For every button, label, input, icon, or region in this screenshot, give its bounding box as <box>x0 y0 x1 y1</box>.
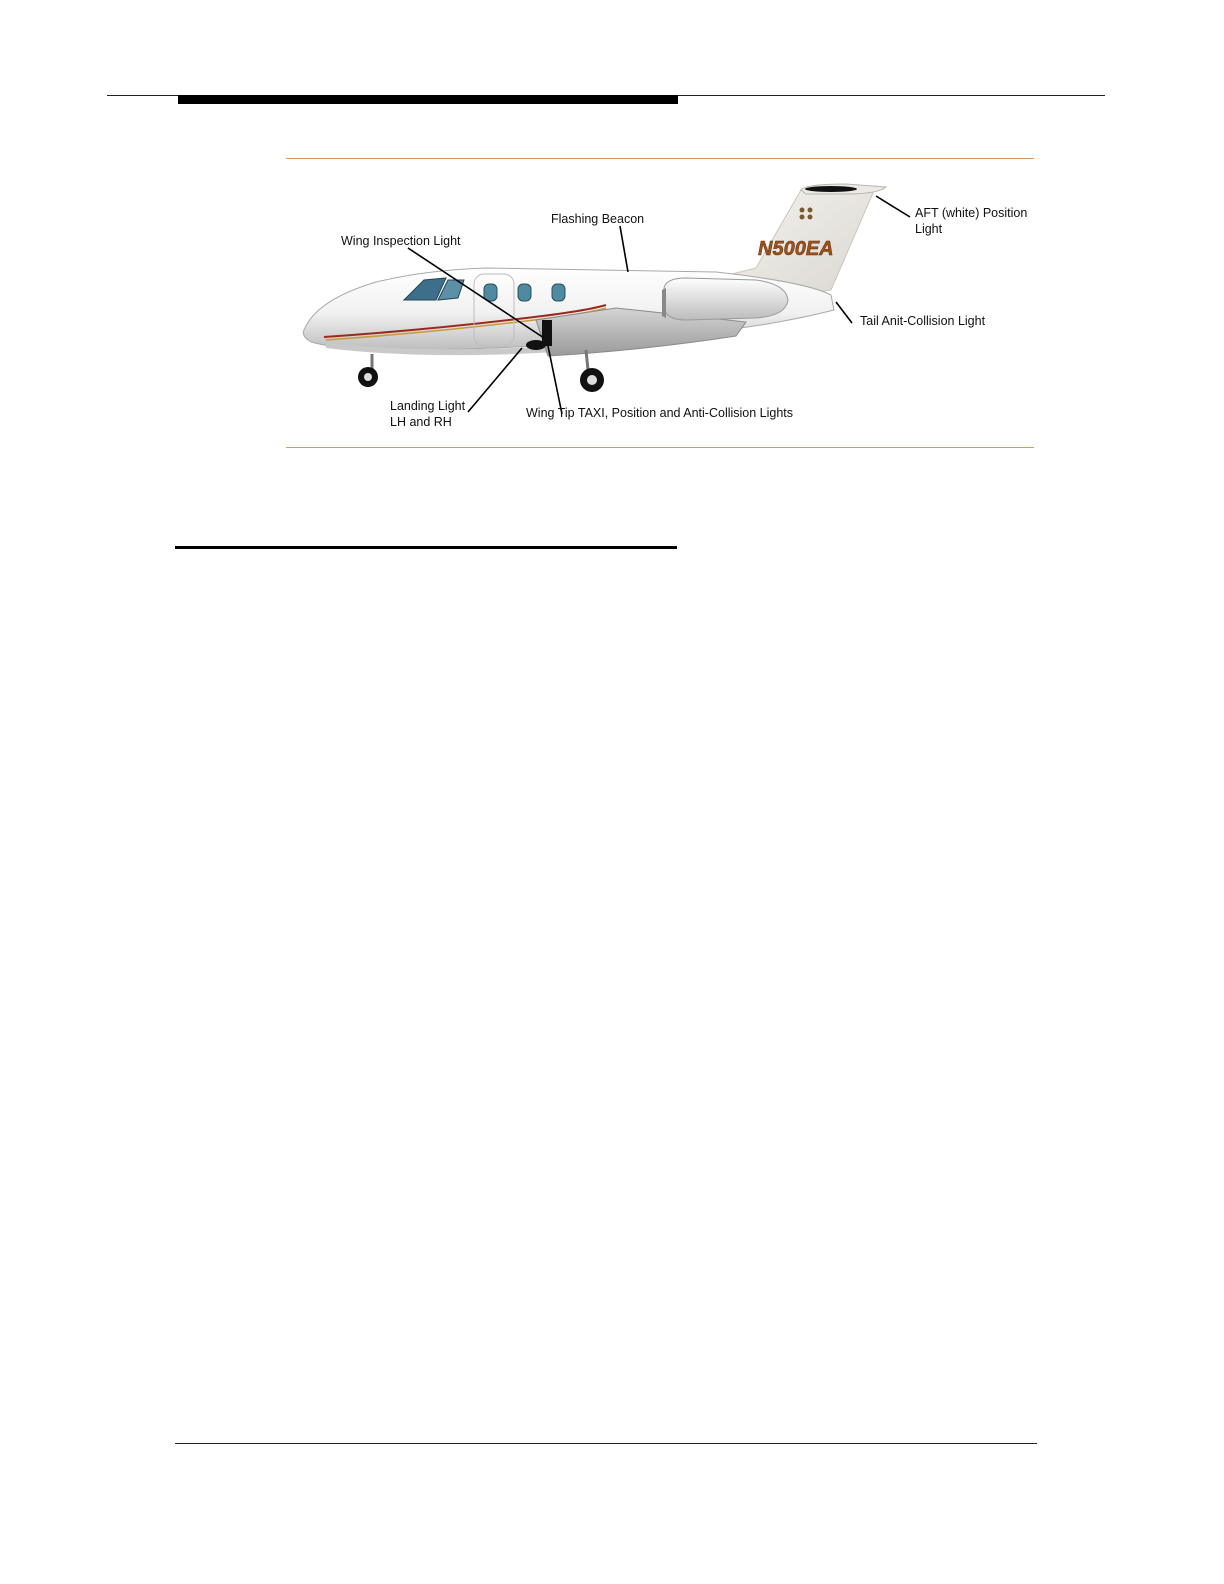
callout-tail-anti-collision-light: Tail Anit-Collision Light <box>860 314 986 328</box>
figure-top-rule <box>286 158 1034 159</box>
cabin-window <box>484 284 497 301</box>
callout-flashing-beacon: Flashing Beacon <box>551 212 645 226</box>
figure-bottom-rule <box>286 447 1034 448</box>
leader-aft-position <box>876 196 910 217</box>
callout-wing-inspection-light: Wing Inspection Light <box>341 234 461 248</box>
header-thick-bar <box>178 95 678 104</box>
aft-position-light-housing <box>805 186 857 192</box>
cabin-window <box>552 284 565 301</box>
cabin-window <box>518 284 531 301</box>
leader-landing-light <box>468 348 522 412</box>
section-rule <box>175 546 677 549</box>
footer-rule <box>175 1443 1037 1444</box>
tail-registration: N500EA <box>758 238 834 260</box>
callout-aft-position-light-line1: AFT (white) Position <box>915 206 1028 220</box>
engine-nacelle <box>664 278 788 320</box>
callout-wing-tip-lights: Wing Tip TAXI, Position and Anti-Collision Lights <box>526 406 794 420</box>
callout-landing-light-line2: LH and RH <box>390 415 452 429</box>
leader-wing-tip <box>548 346 562 414</box>
leader-tail-anti-collision <box>836 302 852 323</box>
main-gear <box>580 350 604 392</box>
wing-root-light <box>526 340 546 350</box>
callout-landing-light-line1: Landing Light <box>390 399 466 413</box>
leader-flashing-beacon <box>620 226 628 272</box>
nose-gear <box>358 354 378 387</box>
callout-aft-position-light-line2: Light <box>915 222 943 236</box>
